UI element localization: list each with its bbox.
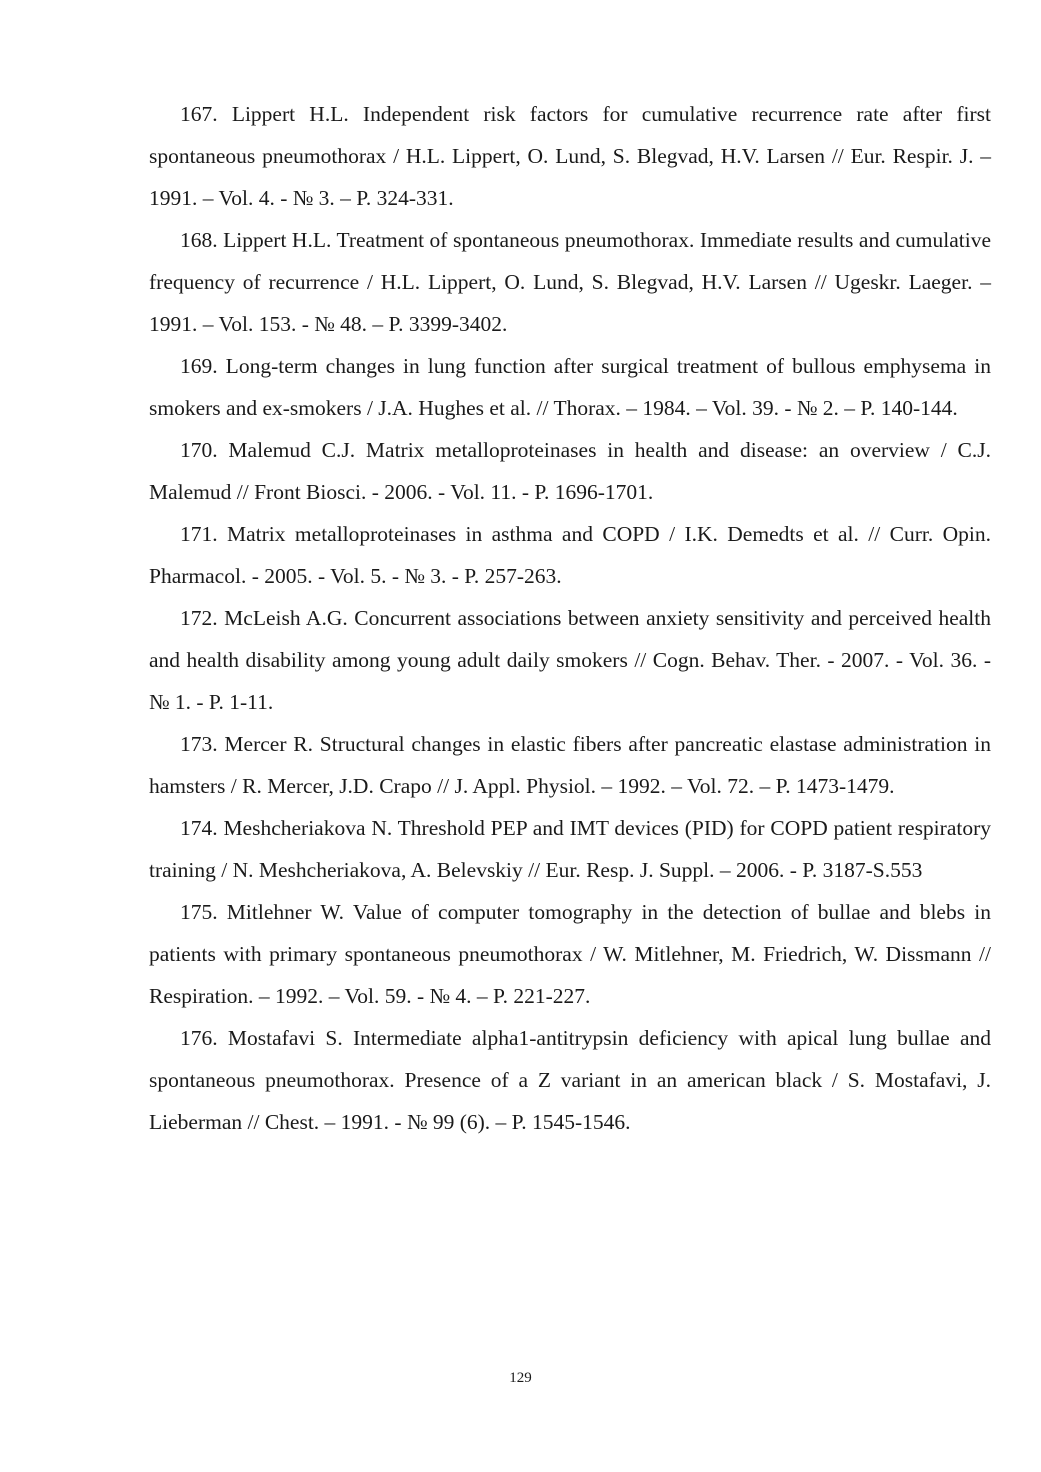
page-number: 129 xyxy=(509,1370,532,1386)
reference-entry-171: 171. Matrix metalloproteinases in asthma and COPD / I.K. Demedts et al. // Curr. Opin. Pharmacol. - 2005. - Vol. 5. - № 3. - P. 257-263. xyxy=(149,522,991,588)
reference-entry-173: 173. Mercer R. Structural changes in elastic fibers after pancreatic elastase administration in hamsters / R. Mercer, J.D. Crapo // J. Appl. Physiol. – 1992. – Vol. 72. – P. 1473-1479. xyxy=(149,732,991,798)
reference-entry-167: 167. Lippert H.L. Independent risk factors for cumulative recurrence rate after first spontaneous pneumothorax / H.L. Lippert, O. Lund, S. Blegvad, H.V. Larsen // Eur. Respir. J. – 1991. – Vol. 4. - № 3. – P. 324-331. xyxy=(149,102,991,210)
reference-list xyxy=(149,93,991,1143)
reference-entry-176: 176. Mostafavi S. Intermediate alpha1-antitrypsin deficiency with apical lung bullae and spontaneous pneumothorax. Presence of a Z variant in an american black / S. Mostafavi, J. Lieberman // Chest. – 1991. - № 99 (6). – P. 1545-1546. xyxy=(149,1026,991,1134)
reference-entry-174: 174. Meshcheriakova N. Threshold PEP and IMT devices (PID) for COPD patient respiratory training / N. Meshcheriakova, A. Belevskiy // Eur. Resp. J. Suppl. – 2006. - P. 3187-S.553 xyxy=(149,816,991,882)
reference-entry-168: 168. Lippert H.L. Treatment of spontaneous pneumothorax. Immediate results and cumulative frequency of recurrence / H.L. Lippert, O. Lund, S. Blegvad, H.V. Larsen // Ugeskr. Laeger. – 1991. – Vol. 153. - № 48. – P. 3399-3402. xyxy=(149,228,991,336)
reference-entry-172: 172. McLeish A.G. Concurrent associations between anxiety sensitivity and perceived health and health disability among young adult daily smokers // Cogn. Behav. Ther. - 2007. - Vol. 36. - № 1. - P. 1-11. xyxy=(149,606,991,714)
reference-entry-170: 170. Malemud C.J. Matrix metalloproteinases in health and disease: an overview / C.J. Malemud // Front Biosci. - 2006. - Vol. 11. - P. 1696-1701. xyxy=(149,438,991,504)
reference-entry-169: 169. Long-term changes in lung function after surgical treatment of bullous emphysema in smokers and ex-smokers / J.A. Hughes et al. // Thorax. – 1984. – Vol. 39. - № 2. – P. 140-144. xyxy=(149,354,991,420)
reference-entry-175: 175. Mitlehner W. Value of computer tomography in the detection of bullae and blebs in patients with primary spontaneous pneumothorax / W. Mitlehner, M. Friedrich, W. Dissmann // Respiration. – 1992. – Vol. 59. - № 4. – P. 221-227. xyxy=(149,900,991,1008)
